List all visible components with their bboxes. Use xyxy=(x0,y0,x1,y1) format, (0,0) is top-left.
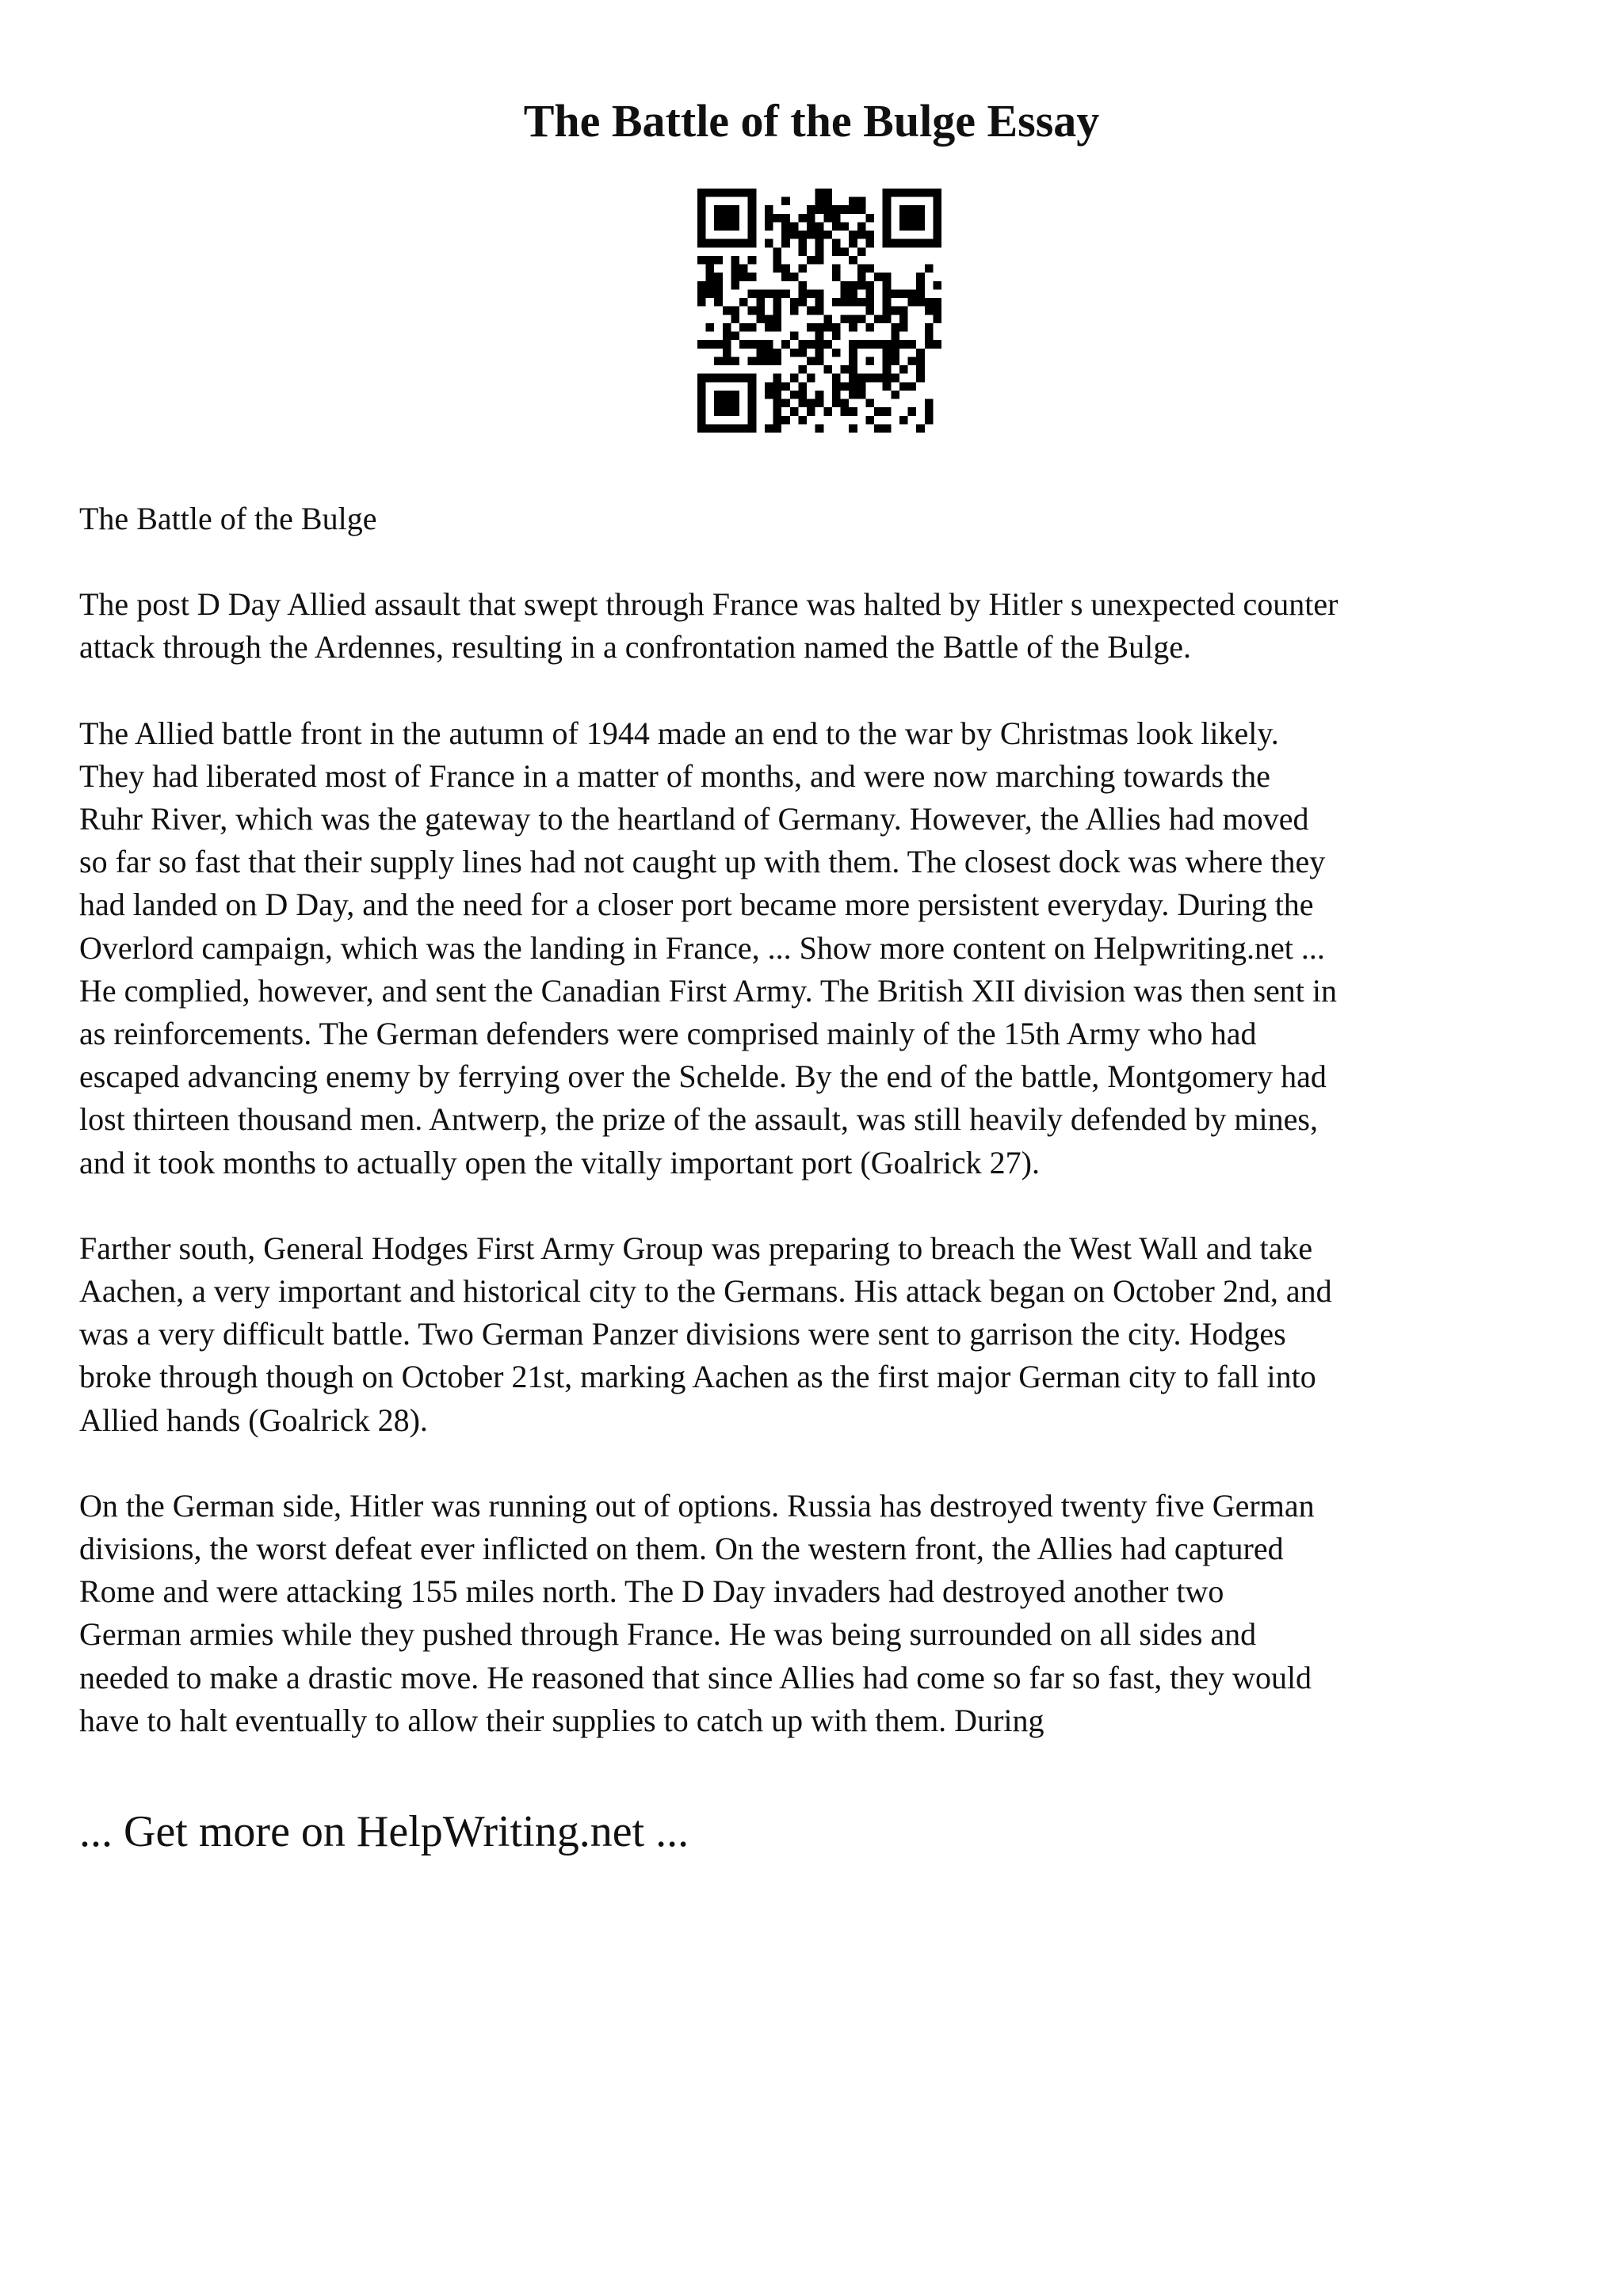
text-line: The post D Day Allied assault that swept through France was halted by Hitler s unexpected counter xyxy=(79,586,1338,623)
text-line: German armies while they pushed through France. He was being surrounded on all sides and xyxy=(79,1616,1257,1653)
text-line: Aachen, a very important and historical city to the Germans. His attack began on October 2nd, and xyxy=(79,1273,1332,1310)
text-line: had landed on D Day, and the need for a closer port became more persistent everyday. During the xyxy=(79,887,1314,923)
qr-code-icon xyxy=(697,189,941,433)
text-line: needed to make a drastic move. He reasoned that since Allies had come so far so fast, they would xyxy=(79,1659,1312,1695)
text-line: broke through though on October 21st, marking Aachen as the first major German city to fall into xyxy=(79,1359,1316,1395)
text-line: Allied hands (Goalrick 28). xyxy=(79,1402,428,1438)
document-title: The Battle of the Bulge Essay xyxy=(523,95,1100,147)
text-line: was a very difficult battle. Two German Panzer divisions were sent to garrison the city. Hodges xyxy=(79,1316,1286,1352)
text-line: so far so fast that their supply lines had not caught up with them. The closest dock was where they xyxy=(79,844,1326,880)
get-more-link[interactable]: ... Get more on HelpWriting.net ... xyxy=(79,1807,689,1856)
text-line: lost thirteen thousand men. Antwerp, the prize of the assault, was still heavily defended by mines, xyxy=(79,1101,1318,1138)
paragraph xyxy=(79,583,1569,669)
text-line: as reinforcements. The German defenders were comprised mainly of the 15th Army who had xyxy=(79,1016,1257,1052)
text-line: Rome and were attacking 155 miles north. The D Day invaders had destroyed another two xyxy=(79,1573,1224,1610)
text-line: On the German side, Hitler was running out of options. Russia has destroyed twenty five German xyxy=(79,1487,1315,1524)
text-line: The Allied battle front in the autumn of 1944 made an end to the war by Christmas look likely. xyxy=(79,715,1279,751)
text-line: Overlord campaign, which was the landing in France, ... Show more content on Helpwriting.net ... xyxy=(79,929,1325,966)
text-line: have to halt eventually to allow their supplies to catch up with them. During xyxy=(79,1702,1044,1738)
text-line: divisions, the worst defeat ever inflicted on them. On the western front, the Allies had captured xyxy=(79,1531,1284,1567)
text-line: escaped advancing enemy by ferrying over the Schelde. By the end of the battle, Montgomery had xyxy=(79,1058,1327,1095)
essay-body xyxy=(79,498,1569,1785)
text-line: The Battle of the Bulge xyxy=(79,501,377,536)
text-line: and it took months to actually open the vitally important port (Goalrick 27). xyxy=(79,1144,1040,1180)
text-line: They had liberated most of France in a matter of months, and were now marching towards the xyxy=(79,757,1270,794)
paragraph xyxy=(79,712,1569,1184)
paragraph xyxy=(79,1485,1569,1742)
text-line: Ruhr River, which was the gateway to the heartland of Germany. However, the Allies had moved xyxy=(79,801,1309,837)
paragraph xyxy=(79,1227,1569,1442)
text-line: Farther south, General Hodges First Army Group was preparing to breach the West Wall and take xyxy=(79,1230,1313,1266)
text-line: He complied, however, and sent the Canadian First Army. The British XII division was then sent in xyxy=(79,972,1338,1009)
essay-heading xyxy=(79,498,1569,540)
text-line: attack through the Ardennes, resulting in a confrontation named the Battle of the Bulge. xyxy=(79,629,1191,666)
